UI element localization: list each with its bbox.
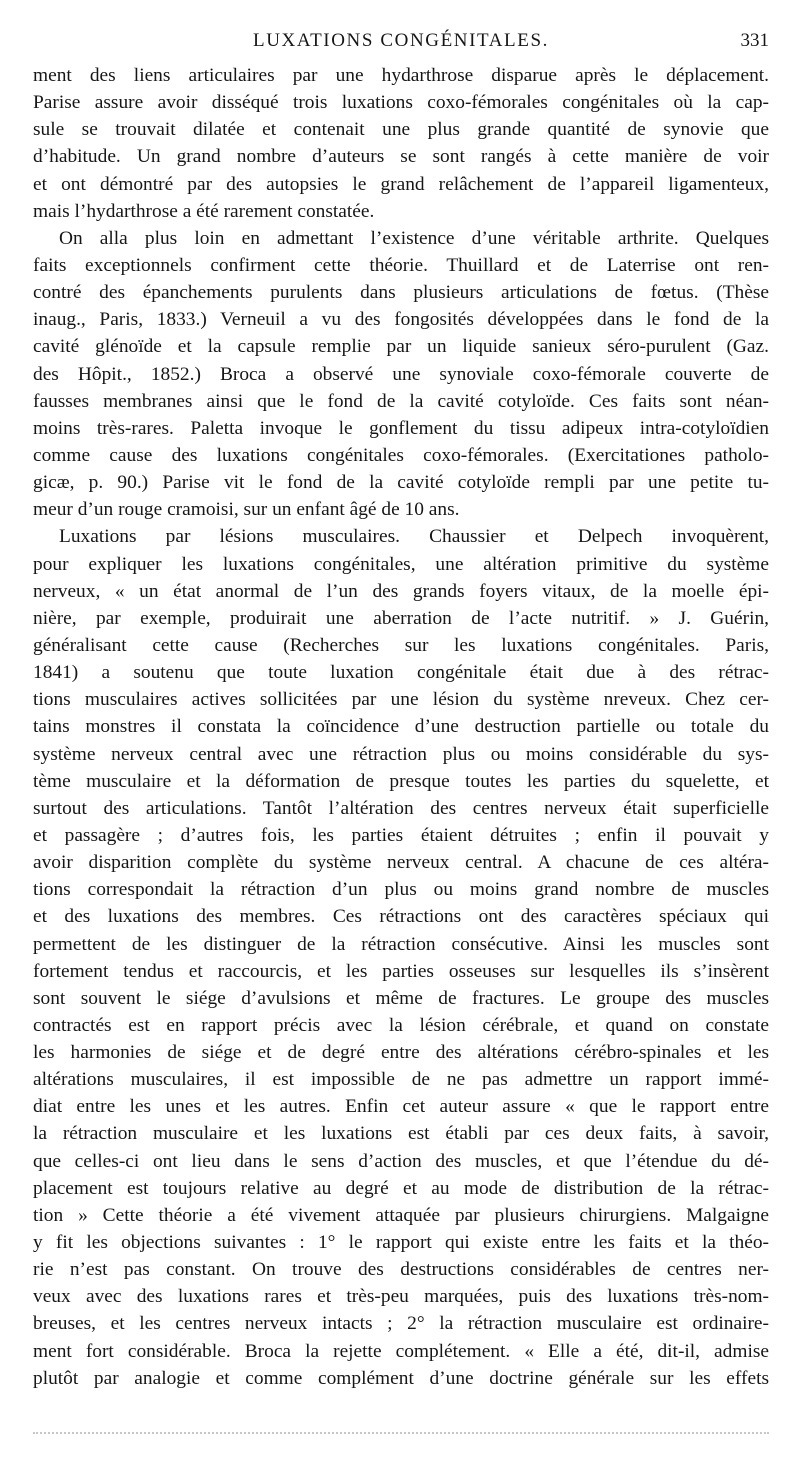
text-line: Parise assure avoir disséqué trois luxations coxo-fémorales congénitales où la cap- (33, 92, 769, 114)
text-line: comme cause des luxations congénitales coxo-fémorales. (Exercitationes patholo- (33, 444, 769, 466)
text-line: meur d’un rouge cramoisi, sur un enfant âgé de 10 ans. (33, 499, 460, 521)
body-text (33, 62, 769, 1392)
text-line: généralisant cette cause (Recherches sur les luxations congénitales. Paris, (33, 634, 769, 656)
text-line: placement est toujours relative au degré et au mode de distribution de la rétrac- (33, 1177, 769, 1199)
page-number: 331 (740, 30, 769, 51)
text-line: tions musculaires actives sollicitées par une lésion du système nreveux. Chez cer- (33, 689, 769, 711)
text-line: avoir disparition complète du système nerveux central. A chacune de ces altéra- (33, 852, 769, 874)
text-line: nière, par exemple, produirait une aberration de l’acte nutritif. » J. Guérin, (33, 607, 769, 629)
text-line: et des luxations des membres. Ces rétractions ont des caractères spéciaux qui (33, 906, 769, 928)
text-line: fortement tendus et raccourcis, et les parties osseuses sur lesquelles ils s’insèrent (33, 960, 769, 982)
text-line: On alla plus loin en admettant l’existence d’une véritable arthrite. Quelques (59, 227, 769, 249)
text-line: surtout des articulations. Tantôt l’altération des centres nerveux était superficielle (33, 797, 769, 819)
text-line: permettent de les distinguer de la rétraction consécutive. Ainsi les muscles sont (33, 933, 769, 955)
text-line: ment des liens articulaires par une hydarthrose disparue après le déplacement. (33, 65, 769, 86)
text-line: et passagère ; d’autres fois, les parties étaient détruites ; enfin il pouvait y (33, 824, 769, 846)
text-line: altérations musculaires, il est impossible de ne pas admettre un rapport immé- (33, 1069, 769, 1091)
text-line: inaug., Paris, 1833.) Verneuil a vu des fongosités développées dans le fond de la (33, 309, 769, 331)
page-header (33, 30, 769, 60)
text-line: d’habitude. Un grand nombre d’auteurs se sont rangés à cette manière de voir (33, 146, 769, 168)
text-line: 1841) a soutenu que toute luxation congénitale était due à des rétrac- (33, 662, 769, 684)
text-line: tème musculaire et la déformation de presque toutes les parties du squelette, et (33, 770, 769, 792)
text-line: que celles-ci ont lieu dans le sens d’action des muscles, et que l’étendue du dé- (33, 1150, 769, 1172)
text-line: cavité glénoïde et la capsule remplie par un liquide sanieux séro-purulent (Gaz. (33, 336, 769, 358)
text-line: pour expliquer les luxations congénitales, une altération primitive du système (33, 553, 769, 575)
text-line: diat entre les unes et les autres. Enfin cet auteur assure « que le rapport entre (33, 1096, 769, 1118)
text-line: et ont démontré par des autopsies le grand relâchement de l’appareil ligamenteux, (33, 173, 769, 195)
text-line: contré des épanchements purulents dans plusieurs articulations de fœtus. (Thèse (33, 282, 769, 304)
text-line: rie n’est pas constant. On trouve des destructions considérables de centres ner- (33, 1259, 769, 1281)
text-line: ment fort considérable. Broca la rejette complétement. « Elle a été, dit-il, admise (33, 1340, 769, 1362)
text-line: faits exceptionnels confirment cette théorie. Thuillard et de Laterrise ont ren- (33, 254, 769, 276)
text-line: mais l’hydarthrose a été rarement constatée. (33, 200, 375, 222)
text-line: veux avec des luxations rares et très-peu marquées, puis des luxations très-nom- (33, 1286, 769, 1308)
text-line: Luxations par lésions musculaires. Chaussier et Delpech invoquèrent, (59, 526, 769, 548)
running-title: LUXATIONS CONGÉNITALES. (253, 30, 549, 51)
text-line: nerveux, « un état anormal de l’un des grands foyers vitaux, de la moelle épi- (33, 580, 769, 602)
text-line: breuses, et les centres nerveux intacts ; 2° la rétraction musculaire est ordinaire- (33, 1313, 769, 1335)
text-line: fausses membranes ainsi que le fond de la cavité cotyloïde. Ces faits sont néan- (33, 390, 769, 412)
text-line: la rétraction musculaire et les luxations est établi par ces deux faits, à savoir, (33, 1123, 769, 1145)
text-line: système nerveux central avec une rétraction plus ou moins considérable du sys- (33, 743, 769, 765)
text-line: sont souvent le siége d’avulsions et même de fractures. Le groupe des muscles (33, 987, 769, 1009)
footer-divider (33, 1432, 769, 1434)
text-line: tions correspondait la rétraction d’un plus ou moins grand nombre de muscles (33, 879, 769, 901)
text-line: contractés est en rapport précis avec la lésion cérébrale, et quand on constate (33, 1014, 769, 1036)
text-line: des Hôpit., 1852.) Broca a observé une synoviale coxo-fémorale couverte de (33, 363, 769, 385)
text-line: les harmonies de siége et de degré entre des altérations cérébro-spinales et les (33, 1042, 769, 1064)
text-line: y fit les objections suivantes : 1° le rapport qui existe entre les faits et la théo- (33, 1232, 769, 1254)
text-line: sule se trouvait dilatée et contenait une plus grande quantité de synovie que (33, 119, 769, 141)
text-line: plutôt par analogie et comme complément d’une doctrine générale sur les effets (33, 1367, 769, 1389)
text-line: gicæ, p. 90.) Parise vit le fond de la cavité cotyloïde rempli par une petite tu- (33, 472, 769, 494)
text-line: tion » Cette théorie a été vivement attaquée par plusieurs chirurgiens. Malgaigne (33, 1204, 769, 1226)
text-line: moins très-rares. Paletta invoque le gonflement du tissu adipeux intra-cotyloïdien (33, 417, 769, 439)
text-line: tains monstres il constata la coïncidence d’une destruction partielle ou totale du (33, 716, 769, 738)
